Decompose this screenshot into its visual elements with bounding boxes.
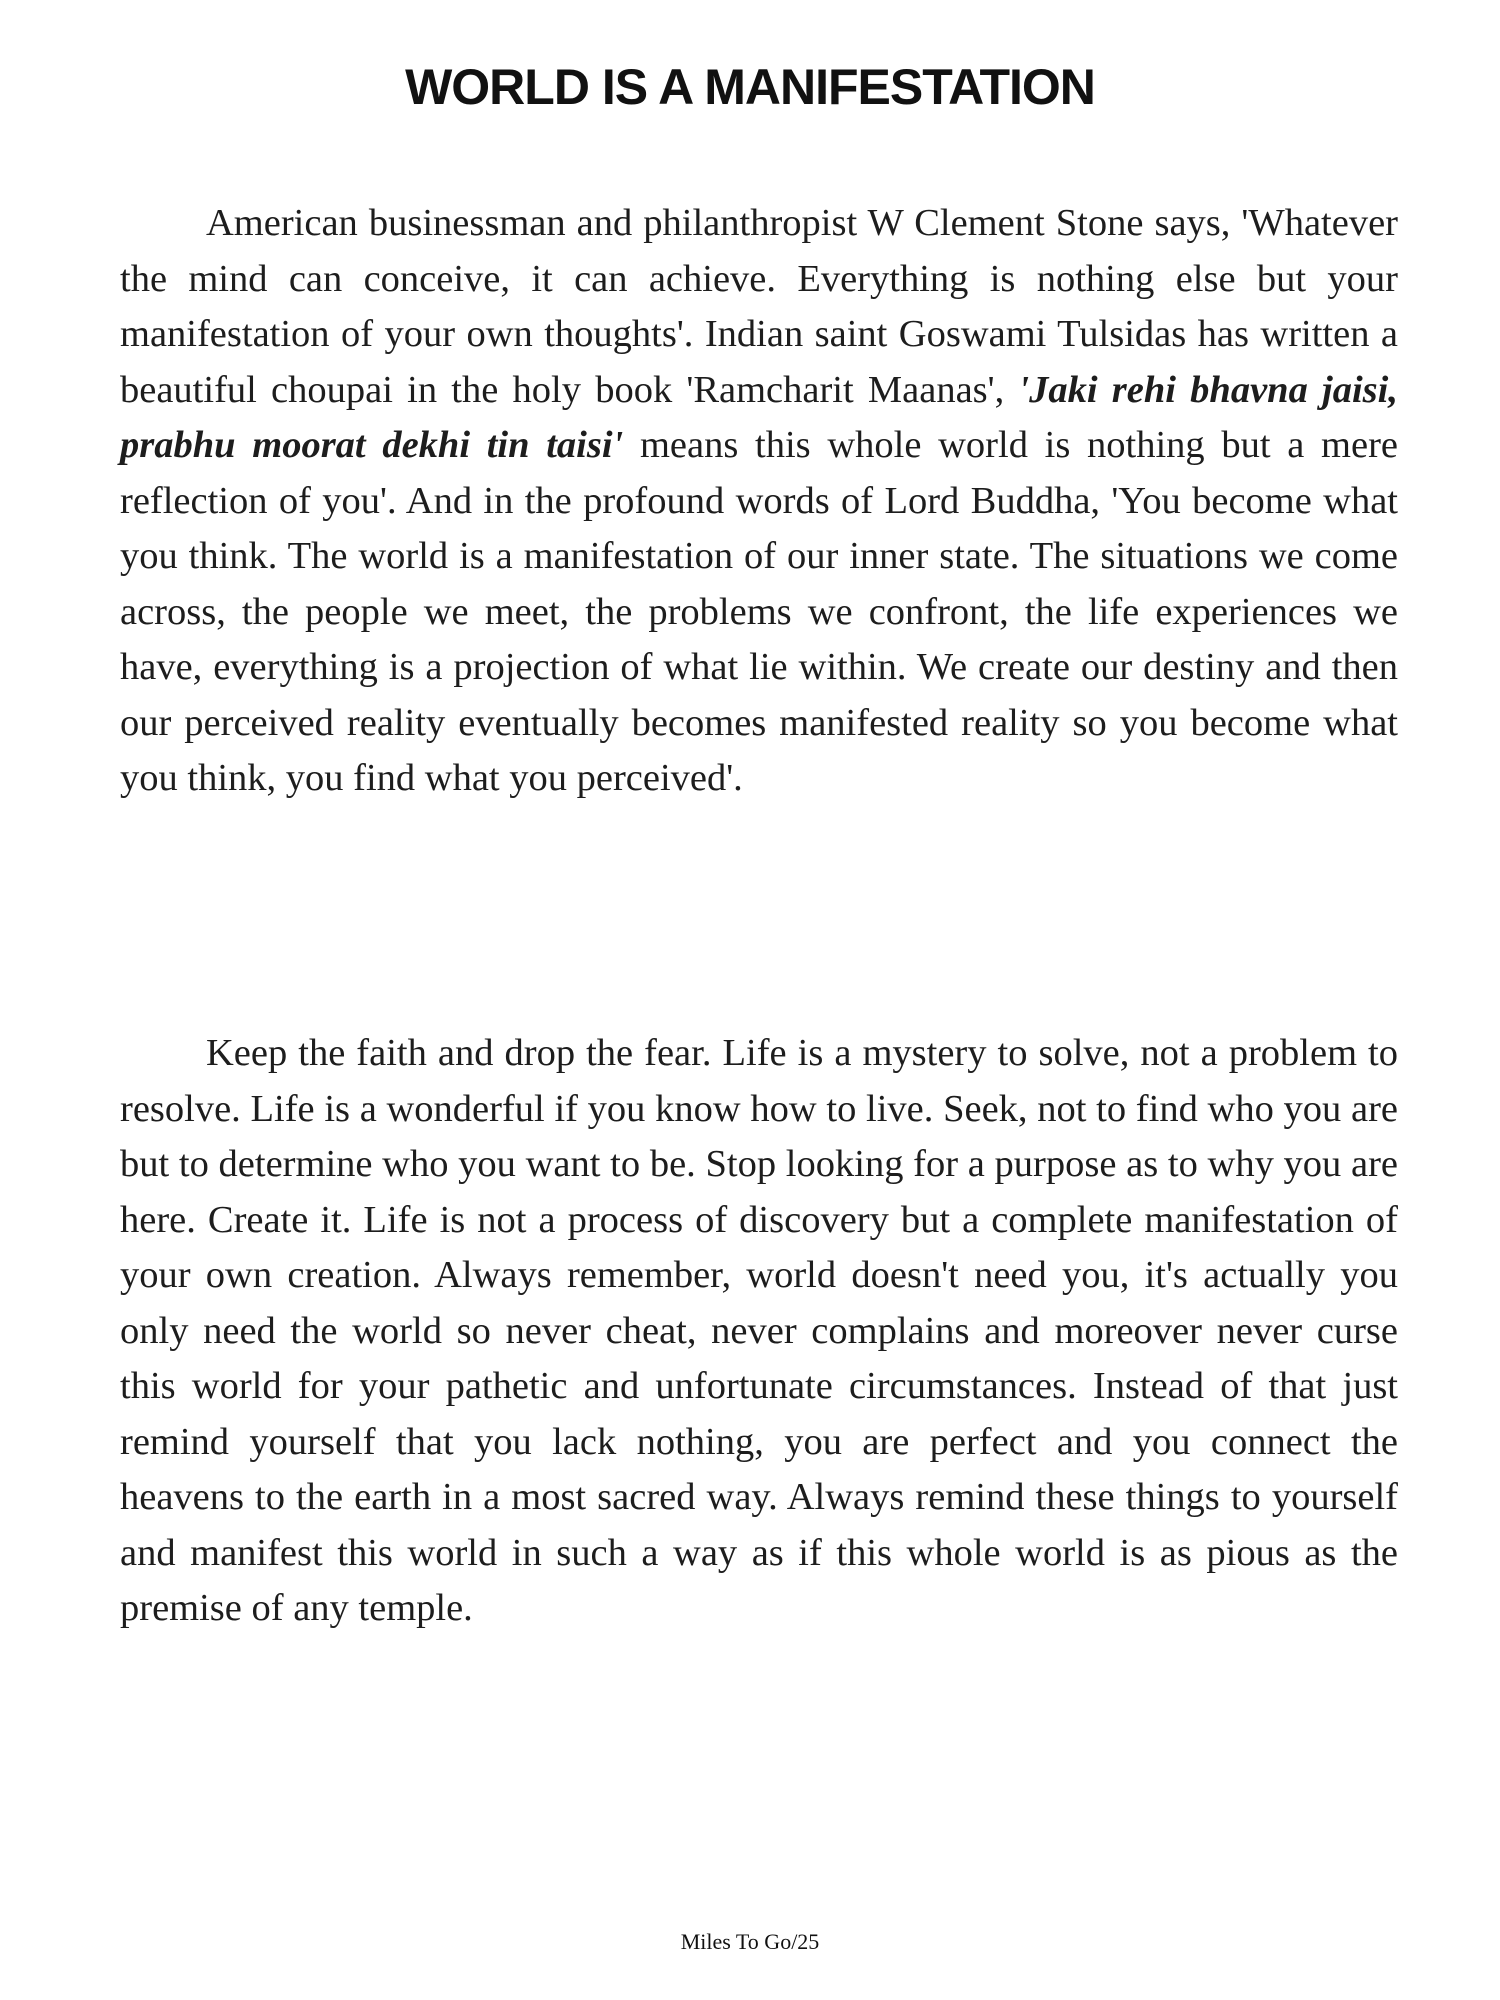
paragraph-1: [120, 196, 1398, 807]
page-title: WORLD IS A MANIFESTATION: [405, 59, 1095, 115]
paragraph-1-choupai-quote: 'Jaki rehi bhavna jaisi, prabhu moorat dekhi tin taisi': [120, 368, 1398, 466]
paragraph-1-rest: means this whole world is nothing but a mere reflection of you'. And in the profound words of Lord Buddha, 'You become what you think. The world is a manifestation of our inner state. The situations we come across, the people we meet, the problems we confront, the life experiences we have, everything is a projection of what lie within. We create our destiny and then our perceived reality eventually becomes manifested reality so you become what you think, you find what you perceived'.: [120, 424, 1399, 799]
paragraph-1-intro: American businessman and philanthropist W Clement Stone says, 'Whatever the mind can conceive, it can achieve. Everything is nothing else but your manifestation of your own thoughts'. Indian saint Goswami Tulsidas has written a beautiful choupai in the holy book 'Ramcharit Maanas',: [120, 202, 1398, 411]
page-footer: Miles To Go/25: [680, 1929, 820, 1954]
paragraph-2: Keep the faith and drop the fear. Life is a mystery to solve, not a problem to resolve. Life is a wonderful if you know how to live. Seek, not to find who you are but to determine who you want to be. Stop looking for a purpose as to why you are here. Create it. Life is not a process of discovery but a complete manifestation of your own creation. Always remember, world doesn't need you, it's actually you only need the world so never cheat, never complains and moreover never curse this world for your pathetic and unfortunate circumstances. Instead of that just remind yourself that you lack nothing, you are perfect and you connect the heavens to the earth in a most sacred way. Always remind these things to yourself and manifest this world in such a way as if this whole world is as pious as the premise of any temple.: [120, 1032, 1398, 1629]
